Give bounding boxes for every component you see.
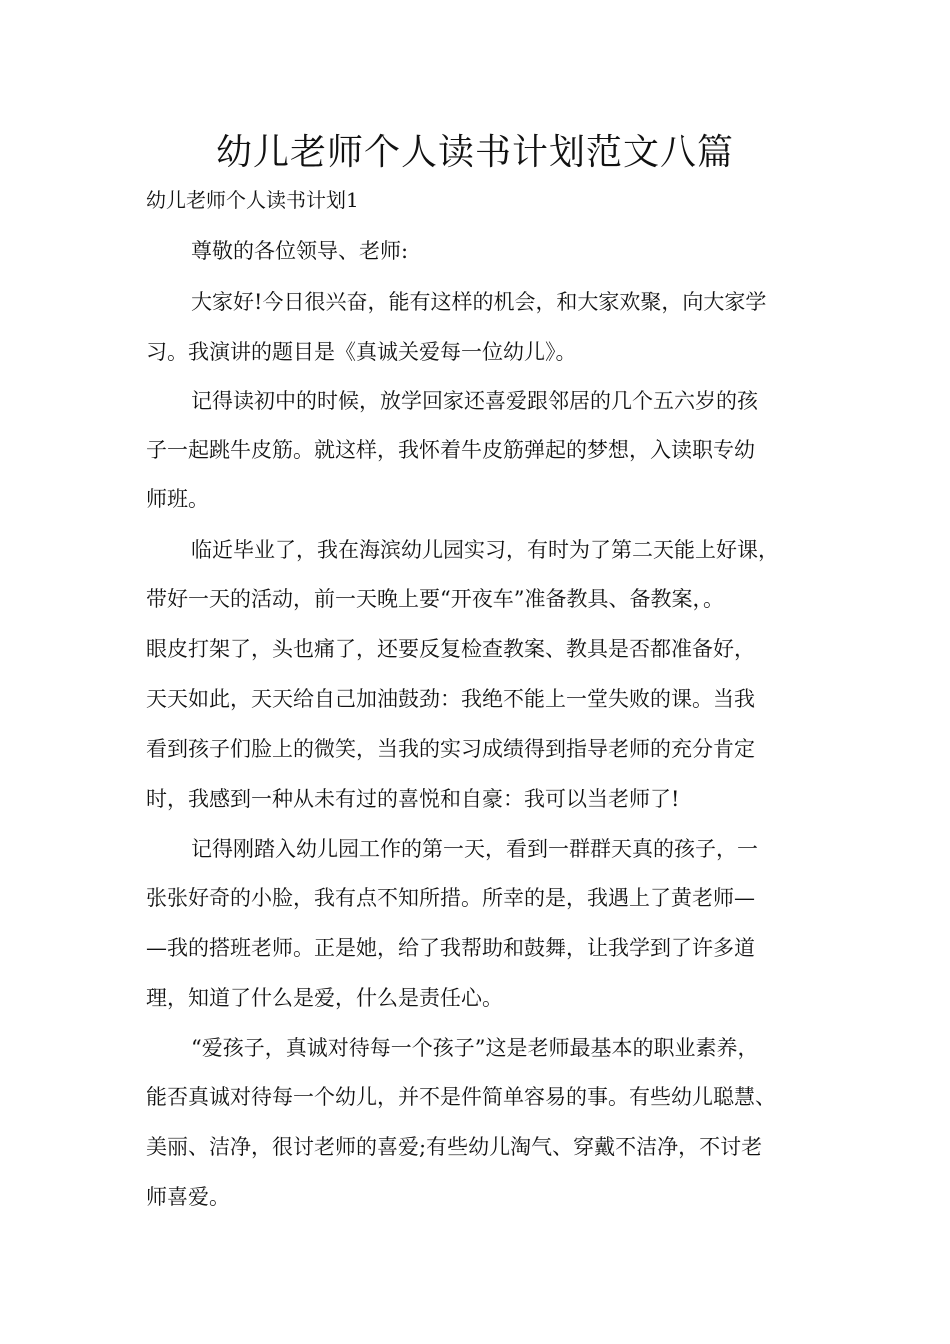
paragraph-line: 理，知道了什么是爱，什么是责任心。 xyxy=(146,986,503,1010)
paragraph-line: 张张好奇的小脸，我有点不知所措。所幸的是，我遇上了黄老师— xyxy=(146,886,755,910)
paragraph-line: 师班。 xyxy=(146,487,209,511)
paragraph-line: 天天如此，天天给自己加油鼓劲：我绝不能上一堂失败的课。当我 xyxy=(146,687,755,711)
paragraph-line: 师喜爱。 xyxy=(146,1185,230,1209)
paragraph-line: “爱孩子，真诚对待每一个孩子”这是老师最基本的职业素养， xyxy=(191,1036,759,1060)
greeting-line: 尊敬的各位领导、老师: xyxy=(191,239,409,263)
document-title: 幼儿老师个人读书计划范文八篇 xyxy=(215,132,734,173)
paragraph-line: —我的搭班老师。正是她，给了我帮助和鼓舞，让我学到了许多道 xyxy=(146,936,755,960)
paragraph-line: 看到孩子们脸上的微笑，当我的实习成绩得到指导老师的充分肯定 xyxy=(146,737,755,761)
paragraph-line: 带好一天的活动，前一天晚上要“开夜车”准备教具、备教案，。 xyxy=(146,587,724,611)
paragraph-line: 临近毕业了，我在海滨幼儿园实习，有时为了第二天能上好课， xyxy=(191,538,779,562)
paragraph-line: 子一起跳牛皮筋。就这样，我怀着牛皮筋弹起的梦想，入读职专幼 xyxy=(146,438,755,462)
paragraph-line: 美丽、洁净，很讨老师的喜爱;有些幼儿淘气、穿戴不洁净，不讨老 xyxy=(146,1135,763,1159)
paragraph-line: 时，我感到一种从未有过的喜悦和自豪：我可以当老师了! xyxy=(146,787,680,811)
paragraph-line: 大家好!今日很兴奋，能有这样的机会，和大家欢聚，向大家学 xyxy=(191,290,767,314)
paragraph-line: 眼皮打架了，头也痛了，还要反复检查教案、教具是否都准备好， xyxy=(146,637,755,661)
paragraph-line: 记得读初中的时候，放学回家还喜爱跟邻居的几个五六岁的孩 xyxy=(191,389,758,413)
paragraph-line: 记得刚踏入幼儿园工作的第一天，看到一群群天真的孩子，一 xyxy=(191,837,758,861)
paragraph-line: 能否真诚对待每一个幼儿，并不是件简单容易的事。有些幼儿聪慧、 xyxy=(146,1085,776,1109)
section-heading: 幼儿老师个人读书计划1 xyxy=(146,188,359,212)
paragraph-line: 习。我演讲的题目是《真诚关爱每一位幼儿》。 xyxy=(146,340,577,364)
